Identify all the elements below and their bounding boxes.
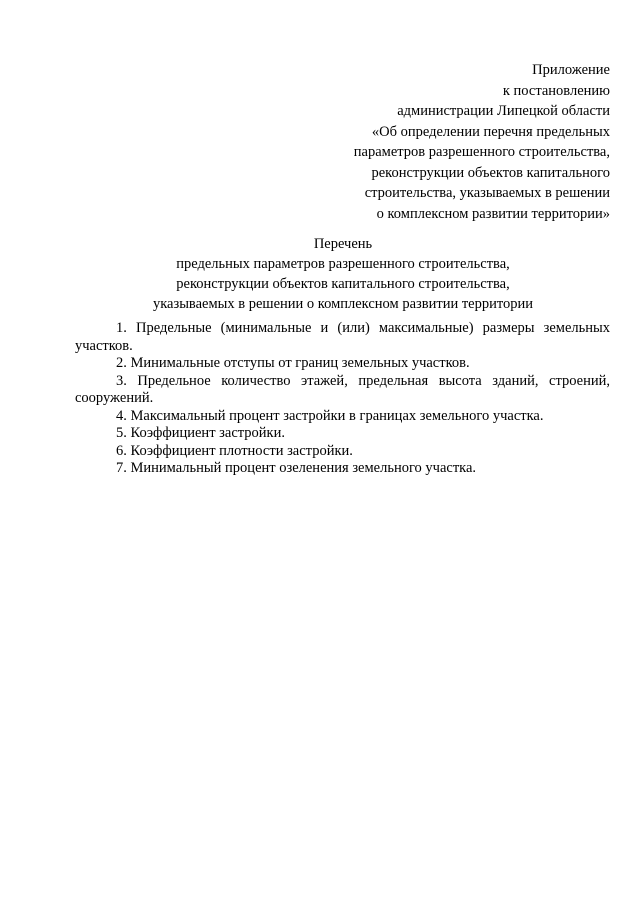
list-item: 3. Предельное количество этажей, предельная высота зданий, строений, сооружений. bbox=[75, 372, 610, 406]
appendix-line: о комплексном развитии территории» bbox=[376, 205, 610, 222]
appendix-line: «Об определении перечня предельных bbox=[371, 123, 610, 140]
list-item: 1. Предельные (минимальные и (или) максимальные) размеры земельных участков. bbox=[75, 320, 610, 354]
list-item: 6. Коэффициент плотности застройки. bbox=[116, 442, 353, 459]
appendix-line: администрации Липецкой области bbox=[397, 103, 610, 119]
appendix-line: строительства, указываемых в решении bbox=[364, 185, 610, 201]
document-title bbox=[0, 234, 640, 314]
title-line: Перечень bbox=[313, 236, 373, 252]
list-item: 2. Минимальные отступы от границ земельных участков. bbox=[116, 355, 470, 371]
title-line: реконструкции объектов капитального строительства, bbox=[176, 276, 510, 292]
list-item: 7. Минимальный процент озеленения земельного участка. bbox=[116, 460, 477, 476]
list-item: 5. Коэффициент застройки. bbox=[116, 425, 285, 441]
appendix-line: Приложение bbox=[532, 62, 610, 78]
parameters-list bbox=[75, 320, 610, 478]
appendix-line: реконструкции объектов капитального bbox=[371, 164, 610, 181]
list-item: 4. Максимальный процент застройки в границах земельного участка. bbox=[116, 407, 544, 424]
appendix-line: к постановлению bbox=[502, 82, 610, 99]
appendix-line: параметров разрешенного строительства, bbox=[353, 144, 610, 160]
title-line: предельных параметров разрешенного строительства, bbox=[176, 256, 510, 272]
title-line: указываемых в решении о комплексном развитии территории bbox=[152, 296, 534, 312]
appendix-header bbox=[320, 60, 610, 224]
